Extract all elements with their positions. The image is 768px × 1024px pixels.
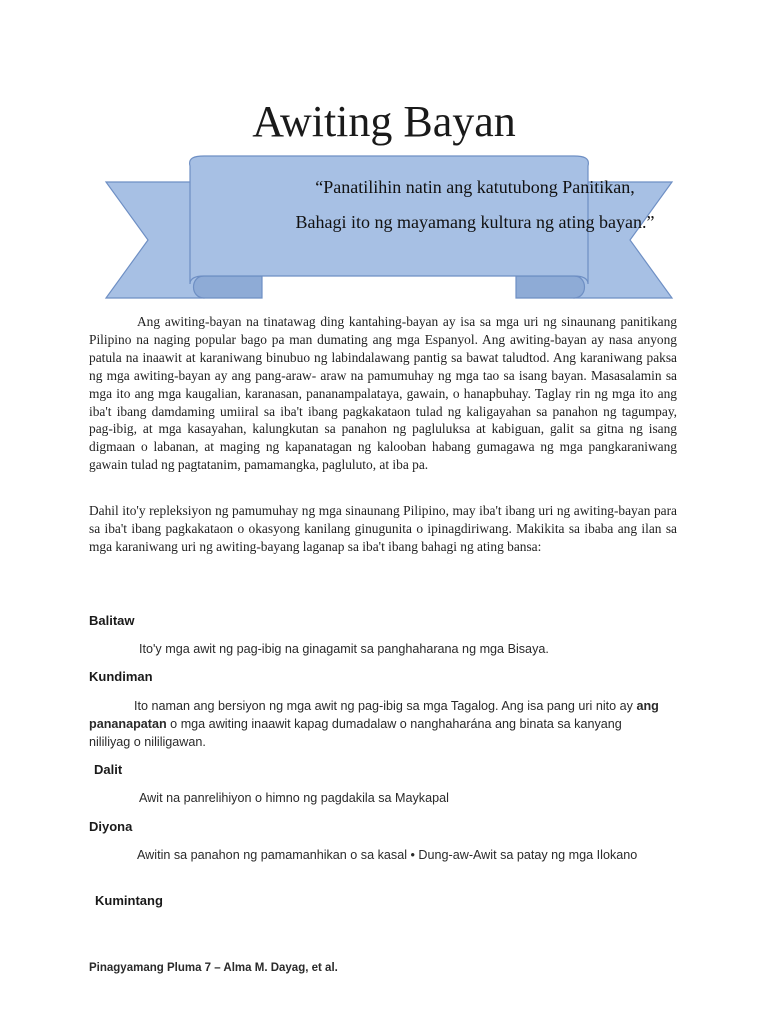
desc-balitaw: Ito'y mga awit ng pag-ibig na ginagamit sa panghaharana ng mga Bisaya. — [139, 642, 549, 656]
desc-kundiman-part1: Ito naman ang bersiyon ng mga awit ng pag-ibig sa mga Tagalog. Ang isa pang uri nito ay — [134, 699, 637, 713]
heading-kumintang: Kumintang — [95, 893, 163, 908]
desc-diyona: Awitin sa panahon ng pamamanhikan o sa kasal • Dung-aw-Awit sa patay ng mga Ilokano — [137, 848, 638, 862]
ribbon-banner — [0, 0, 768, 310]
heading-balitaw: Balitaw — [89, 613, 135, 628]
page-title: Awiting Bayan — [252, 97, 516, 146]
intro-paragraph: Ang awiting-bayan na tinatawag ding kantahing-bayan ay isa sa mga uri ng sinaunang panitikang Pilipino na naging popular bago pa man dumating ang mga Espanyol. Ang awiting-bayan ay nasa anyong patula na inaawit at karaniwang binubuo ng labindalawang pantig sa bawat taludtod. Ang karaniwang paksa ng mga awiting-bayan ay ang pang-araw- araw na pamumuhay ng mga tao sa isang bayan. Masasalamin sa mga ito ang mga kaugalian, karanasan, pananampalataya, gawain, o hanapbuhay. Taglay rin ng mga ito ang iba't ibang damdaming umiiral sa iba't ibang pagkakataon tulad ng kaligayahan sa panahon ng tagumpay, pag-ibig, at mga kasayahan, kalungkutan sa panahon ng pagluluksa at kabiguan, galit sa gitna ng isang digmaan o labanan, at maging ng kapanatagan ng kalooban habang gumagawa ng mga pangkaraniwang gawain tulad ng pagtatanim, pamamangka, pagluluto, at iba pa. — [89, 314, 677, 473]
heading-dalit: Dalit — [94, 762, 123, 777]
ribbon-left-fold — [194, 276, 263, 298]
quote-line-2: Bahagi ito ng mayamang kultura ng ating bayan.” — [295, 212, 655, 232]
desc-kundiman — [89, 697, 665, 751]
footer-citation: Pinagyamang Pluma 7 – Alma M. Dayag, et al. — [89, 962, 338, 974]
ribbon-right-fold — [516, 276, 585, 298]
types-intro-paragraph: Dahil ito'y repleksiyon ng pamumuhay ng mga sinaunang Pilipino, may iba't ibang uri ng awiting-bayan para sa iba't ibang pagkakataon o okasyong kanilang ginugunita o ipinagdiriwang. Makikita sa ibaba ang ilan sa mga karaniwang uri ng awiting-bayang laganap sa iba't ibang bahagi ng ating bansa: — [89, 503, 677, 554]
ribbon-left-tail — [106, 182, 204, 298]
banner-quote — [290, 174, 660, 234]
heading-diyona: Diyona — [89, 819, 133, 834]
heading-kundiman: Kundiman — [89, 669, 153, 684]
quote-line-1: “Panatilihin natin ang katutubong Panitikan, — [315, 177, 635, 197]
desc-dalit: Awit na panrelihiyon o himno ng pagdakila sa Maykapal — [139, 791, 449, 805]
desc-kundiman-part2: o mga awiting inaawit kapag dumadalaw o nanghaharána ang binata sa kanyang nililiyag o nililigawan. — [89, 717, 622, 749]
desc-kundiman-bold: ang pananapatan — [89, 699, 659, 731]
